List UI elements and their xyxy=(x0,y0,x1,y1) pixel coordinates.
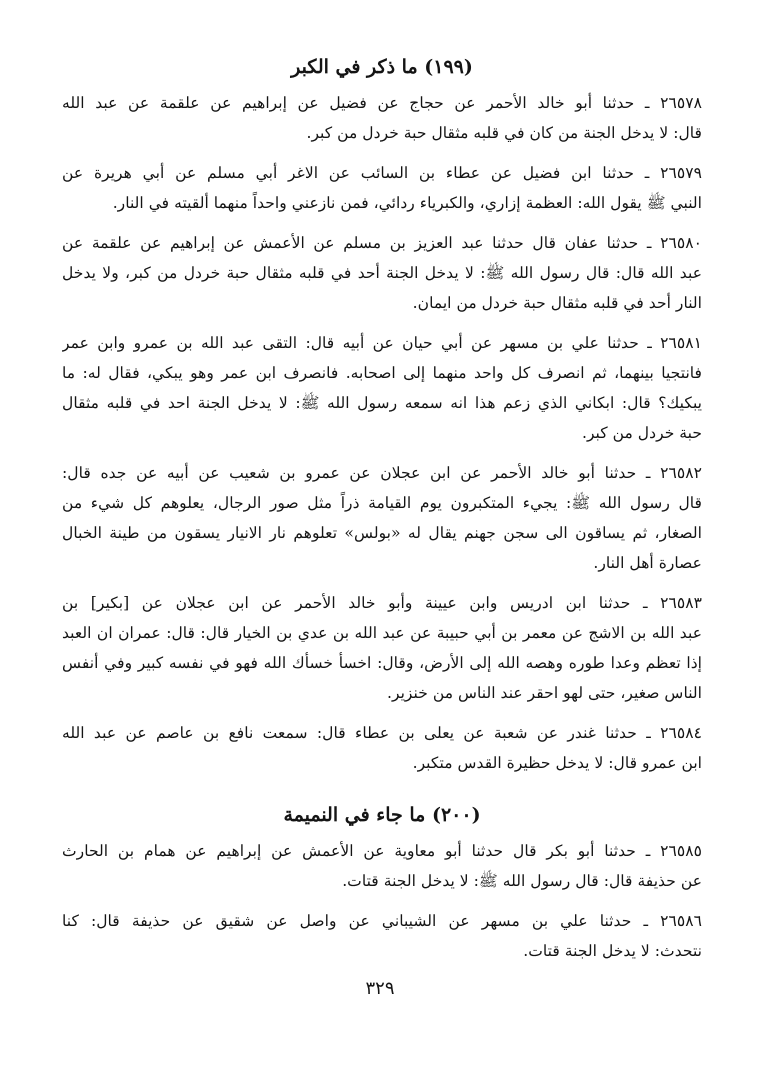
hadith-line: عن حذيفة قال: قال رسول الله ﷺ: لا يدخل الجنة قتات. xyxy=(342,872,702,890)
hadith-line: يبكيك؟ قال: ابكاني الذي زعم هذا انه سمعه رسول الله ﷺ: لا يدخل الجنة احد في قلبه مثقال xyxy=(62,394,702,412)
hadith-line: النبي ﷺ يقول الله: العظمة إزاري، والكبرياء ردائي، فمن نازعني واحداً منهما ألقيته في النار. xyxy=(112,194,702,212)
hadith-line: إذا تعظم وعدا طوره وهصه الله إلى الأرض، وقال: اخسأ خسأك الله فهو في نفسه كبير وفي أنفس xyxy=(62,654,702,672)
section-title: (٢٠٠) ما جاء في النميمة xyxy=(283,804,481,826)
hadith-line: ٢٦٥٨٠ ـ حدثنا عفان قال حدثنا عبد العزيز بن مسلم عن الأعمش عن إبراهيم عن علقمة عن xyxy=(62,234,702,252)
hadith-entry xyxy=(62,228,702,318)
hadith-entry xyxy=(62,836,702,896)
hadith-line: ابن عمرو قال: لا يدخل حظيرة القدس متكبر. xyxy=(412,754,702,772)
hadith-line: قال رسول الله ﷺ: يجيء المتكبرون يوم القيامة ذراً مثل صور الرجال، يعلوهم كل شيء من xyxy=(62,494,702,512)
hadith-line: عصارة أهل النار. xyxy=(593,554,702,572)
hadith-line: ٢٦٥٨٥ ـ حدثنا أبو بكر قال حدثنا أبو معاوية عن الأعمش عن إبراهيم عن همام بن الحارث xyxy=(62,842,702,860)
section-gossip xyxy=(62,800,702,966)
hadith-line: ٢٦٥٨٦ ـ حدثنا علي بن مسهر عن الشيباني عن واصل عن شقيق عن حذيفة قال: كنا xyxy=(62,912,702,930)
hadith-entry xyxy=(62,458,702,578)
hadith-entry xyxy=(62,906,702,966)
hadith-line: عبد الله بن الاشج عن معمر بن أبي حبيبة عن عبد الله بن عدي بن الخيار قال: قال: عمران ان العبد xyxy=(62,624,702,642)
hadith-line: ٢٦٥٨١ ـ حدثنا علي بن مسهر عن أبي حيان عن أبيه قال: التقى عبد الله بن عمرو وابن عمر xyxy=(62,334,702,352)
hadith-line: نتحدث: لا يدخل الجنة قتات. xyxy=(523,942,702,960)
hadith-line: فانتجيا بينهما، ثم انصرف كل واحد منهما إلى اصحابه. فانصرف ابن عمر وهو يبكي، فقال له: ما xyxy=(62,364,702,382)
hadith-line: ٢٦٥٧٨ ـ حدثنا أبو خالد الأحمر عن حجاج عن فضيل عن إبراهيم عن علقمة عن عبد الله xyxy=(62,94,702,112)
page-number: ٣٢٩ xyxy=(365,978,395,999)
section-pride xyxy=(62,52,702,778)
hadith-line: ٢٦٥٨٢ ـ حدثنا أبو خالد الأحمر عن ابن عجلان عن عمرو بن شعيب عن أبيه عن جده قال: xyxy=(62,464,702,482)
hadith-line: الصغار، ثم يساقون الى سجن جهنم يقال له «بولس» تعلوهم نار الانيار يسقون من طينة الخبال xyxy=(62,524,702,542)
hadith-line: ٢٦٥٧٩ ـ حدثنا ابن فضيل عن عطاء بن السائب عن الاغر أبي مسلم عن أبي هريرة عن xyxy=(62,164,702,182)
hadith-entry xyxy=(62,88,702,148)
hadith-line: ٢٦٥٨٣ ـ حدثنا ابن ادريس وابن عيينة وأبو خالد الأحمر عن ابن عجلان عن [بكير] بن xyxy=(62,594,702,612)
hadith-entry xyxy=(62,158,702,218)
hadith-entry xyxy=(62,328,702,448)
section-title: (١٩٩) ما ذكر في الكبر xyxy=(291,56,473,78)
hadith-entry xyxy=(62,718,702,778)
hadith-entry xyxy=(62,588,702,708)
hadith-line: قال: لا يدخل الجنة من كان في قلبه مثقال حبة خردل من كبر. xyxy=(306,124,702,142)
hadith-line: ٢٦٥٨٤ ـ حدثنا غندر عن شعبة عن يعلى بن عطاء قال: سمعت نافع بن عاصم عن عبد الله xyxy=(62,724,702,742)
hadith-line: حبة خردل من كبر. xyxy=(581,424,702,442)
hadith-line: النار أحد في قلبه مثقال حبة خردل من ايمان. xyxy=(412,294,702,312)
hadith-line: عبد الله قال: قال رسول الله ﷺ: لا يدخل الجنة أحد في قلبه مثقال حبة خردل من كبر، ولا يدخل xyxy=(62,264,702,282)
book-page xyxy=(62,52,702,976)
hadith-line: الناس صغير، حتى لهو احقر عند الناس من خنزير. xyxy=(387,684,702,702)
